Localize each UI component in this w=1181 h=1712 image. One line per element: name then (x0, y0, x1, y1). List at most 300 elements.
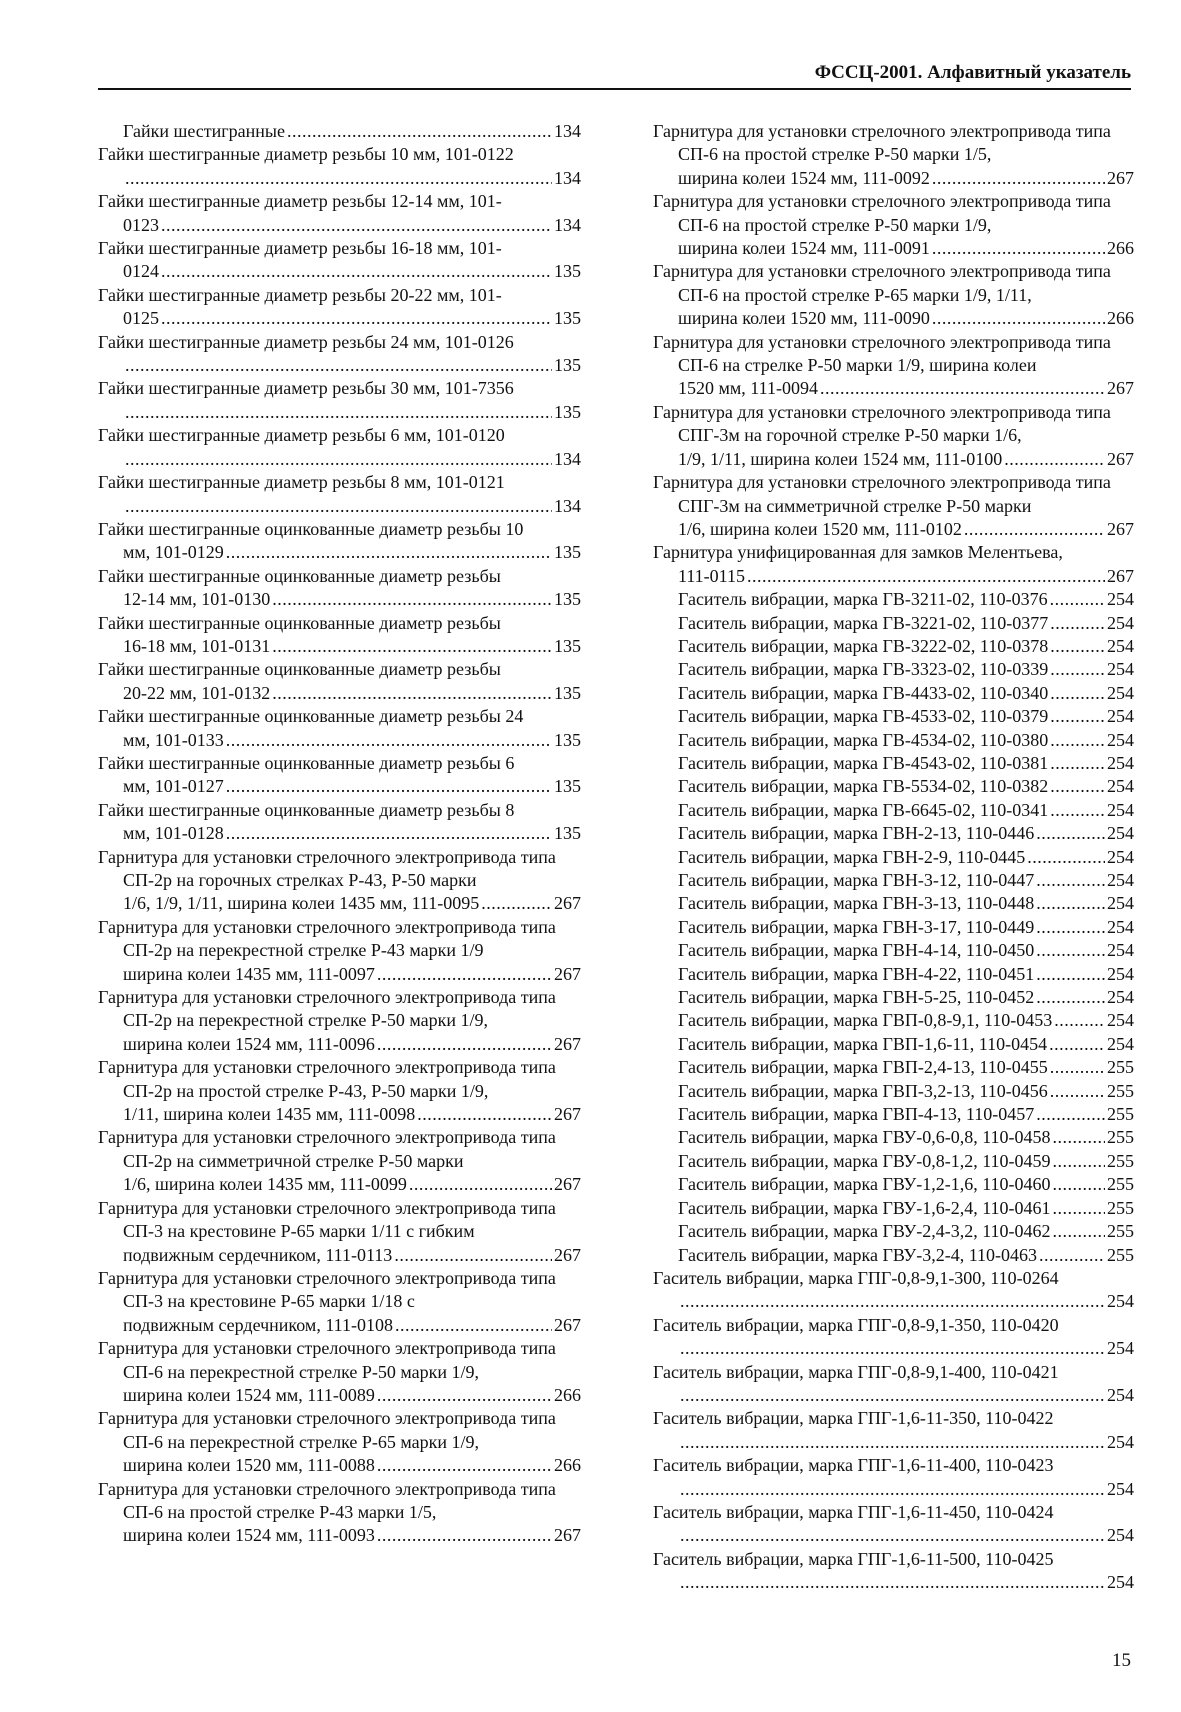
index-entry-text: Гаситель вибрации, марка ГВ-3211-02, 110-0376 (678, 589, 1048, 610)
index-entry-text: Гарнитура для установки стрелочного электропривода типа СП-6 на простой стрелке Р-50 марки 1/5, (653, 121, 1111, 165)
dot-leader (125, 401, 552, 424)
index-entry-text: ширина колеи 1520 мм, 111-0090 (678, 308, 930, 329)
index-entry-leader-line (123, 167, 581, 190)
index-entry-leader-line (123, 541, 581, 564)
index-entry-text: ширина колеи 1524 мм, 111-0093 (123, 1525, 375, 1546)
index-entry-page: 254 (1107, 1572, 1134, 1593)
index-entry-leader-line (123, 1314, 581, 1337)
index-entry-leader-line (123, 1524, 581, 1547)
index-entry-page: 135 (554, 542, 581, 563)
dot-leader (932, 307, 1105, 330)
index-entry (653, 1220, 1134, 1243)
index-entry-leader-line (123, 1173, 581, 1196)
dot-leader (125, 495, 552, 518)
dot-leader (161, 214, 552, 237)
index-entry-leader-line (678, 916, 1134, 939)
index-entry-text: 0124 (123, 261, 159, 282)
dot-leader (820, 377, 1105, 400)
index-entry-leader-line (123, 822, 581, 845)
index-entry-page: 254 (1107, 752, 1134, 773)
dot-leader (932, 167, 1105, 190)
index-entry-page: 254 (1107, 1033, 1134, 1054)
index-entry (653, 1009, 1134, 1032)
index-entry-text: ширина колеи 1435 мм, 111-0097 (123, 963, 375, 984)
index-entry-leader-line (678, 612, 1134, 635)
index-entry (98, 916, 581, 986)
index-entry-leader-line (678, 1337, 1134, 1360)
index-entry (653, 331, 1134, 401)
index-entry-leader-line (678, 635, 1134, 658)
index-entry (653, 799, 1134, 822)
index-entry-text: мм, 101-0128 (123, 823, 224, 844)
index-entry-text: Гайки шестигранные оцинкованные диаметр резьбы 10 (98, 518, 524, 539)
index-entry (653, 1056, 1134, 1079)
dot-leader (161, 307, 552, 330)
index-entry-leader-line (678, 377, 1134, 400)
index-entry-leader-line (678, 963, 1134, 986)
index-entry-text: 12-14 мм, 101-0130 (123, 589, 271, 610)
index-entry-text: Гаситель вибрации, марка ГВН-3-12, 110-0447 (678, 870, 1035, 890)
index-entry-page: 254 (1107, 987, 1134, 1008)
index-entry-leader-line (678, 565, 1134, 588)
dot-leader (1053, 1220, 1105, 1243)
index-entry-leader-line (678, 752, 1134, 775)
index-entry-text: Гарнитура для установки стрелочного электропривода типа СП-2р на симметричной стрелке Р-50 марки (98, 1127, 556, 1171)
index-entry (653, 190, 1134, 260)
index-entry-leader-line (123, 963, 581, 986)
dot-leader (1053, 1126, 1105, 1149)
index-entry-page: 254 (1107, 940, 1134, 961)
index-entry-text: Гайки шестигранные диаметр резьбы 10 мм, 101-0122 (98, 144, 514, 165)
index-entry-text: 1/6, 1/9, 1/11, ширина колеи 1435 мм, 111-0095 (123, 893, 480, 914)
dot-leader (680, 1431, 1105, 1454)
index-entry-text: Гаситель вибрации, марка ГВП-3,2-13, 110-0456 (678, 1080, 1048, 1101)
index-entry-text: Гаситель вибрации, марка ГПГ-0,8-9,1-400, 110-0421 (653, 1361, 1059, 1382)
index-entry (98, 1407, 581, 1477)
dot-leader (680, 1290, 1105, 1313)
index-entry-text: 1520 мм, 111-0094 (678, 378, 818, 399)
index-entry-text: Гаситель вибрации, марка ГВП-4-13, 110-0457 (678, 1104, 1035, 1125)
index-entry (98, 752, 581, 799)
index-entry-text: Гаситель вибрации, марка ГВП-0,8-9,1, 110-0453 (678, 1010, 1053, 1031)
dot-leader (932, 237, 1105, 260)
dot-leader (1050, 752, 1105, 775)
index-entry-page: 135 (554, 823, 581, 844)
index-entry-leader-line (123, 214, 581, 237)
index-entry-text: 1/6, ширина колеи 1435 мм, 111-0099 (123, 1174, 407, 1195)
index-entry-text: Гаситель вибрации, марка ГПГ-1,6-11-400, 110-0423 (653, 1455, 1054, 1476)
index-entry-leader-line (678, 1384, 1134, 1407)
index-entry-page: 135 (554, 589, 581, 610)
index-entry-text: Гайки шестигранные диаметр резьбы 16-18 мм, 101- (98, 238, 502, 259)
index-entry-page: 255 (1107, 1197, 1134, 1218)
index-entry-page: 134 (554, 214, 581, 235)
index-entry (653, 120, 1134, 190)
index-entry-page: 254 (1107, 612, 1134, 633)
index-entry-page: 255 (1107, 1127, 1134, 1148)
index-entry-text: Гарнитура для установки стрелочного электропривода типа СП-3 на крестовине Р-65 марки 1/18 с (98, 1267, 556, 1312)
index-entry-leader-line (678, 986, 1134, 1009)
page-number: 15 (1112, 1650, 1131, 1671)
index-entry-text: Гаситель вибрации, марка ГВ-3221-02, 110-0377 (678, 612, 1049, 633)
index-entry (653, 612, 1134, 635)
index-entry-page: 255 (1107, 1174, 1134, 1195)
index-entry-text: Гаситель вибрации, марка ГВП-2,4-13, 110-0455 (678, 1057, 1048, 1078)
index-entry (98, 565, 581, 612)
index-entry (98, 284, 581, 331)
index-entry (653, 541, 1134, 588)
dot-leader (1050, 1080, 1105, 1103)
index-entry-page: 254 (1107, 589, 1134, 610)
index-entry (653, 635, 1134, 658)
index-entry-text: Гайки шестигранные оцинкованные диаметр резьбы (98, 565, 501, 586)
dot-leader (1053, 1173, 1105, 1196)
index-entry (98, 518, 581, 565)
index-entry-text: Гайки шестигранные диаметр резьбы 30 мм, 101-7356 (98, 378, 514, 399)
index-entry-text: Гаситель вибрации, марка ГВН-4-14, 110-0450 (678, 940, 1035, 961)
index-entry (653, 1501, 1134, 1548)
index-entry-page: 135 (554, 682, 581, 703)
index-entry-text: Гарнитура для установки стрелочного электропривода типа СП-6 на простой стрелке Р-50 марки 1/9, (653, 191, 1111, 235)
index-entry-text: подвижным сердечником, 111-0108 (123, 1314, 393, 1335)
index-entry-text: Гаситель вибрации, марка ГВ-4543-02, 110-0381 (678, 752, 1049, 773)
index-entry-text: мм, 101-0127 (123, 776, 224, 797)
index-entry-leader-line (678, 1290, 1134, 1313)
index-entry-leader-line (678, 1080, 1134, 1103)
index-entry-text: Гайки шестигранные оцинкованные диаметр резьбы (98, 659, 501, 680)
dot-leader (680, 1337, 1105, 1360)
index-entry-page: 254 (1107, 799, 1134, 820)
dot-leader (680, 1384, 1105, 1407)
index-entry-page: 254 (1107, 659, 1134, 680)
index-entry-page: 267 (554, 1033, 581, 1054)
index-entry-page: 254 (1107, 1291, 1134, 1312)
index-entry-text: Гайки шестигранные диаметр резьбы 20-22 мм, 101- (98, 284, 502, 305)
index-entry-text: Гайки шестигранные диаметр резьбы 24 мм, 101-0126 (98, 331, 514, 352)
dot-leader (680, 1571, 1105, 1594)
index-entry-leader-line (678, 1103, 1134, 1126)
index-entry-text: Гайки шестигранные оцинкованные диаметр резьбы (98, 612, 501, 633)
index-entry (653, 1314, 1134, 1361)
index-entry-text: Гаситель вибрации, марка ГВУ-0,8-1,2, 110-0459 (678, 1150, 1051, 1171)
index-entry-page: 134 (554, 495, 581, 516)
dot-leader (377, 1454, 552, 1477)
index-entry (98, 377, 581, 424)
index-entry (653, 1126, 1134, 1149)
index-entry-text: ширина колеи 1520 мм, 111-0088 (123, 1455, 375, 1476)
index-entry-text: Гаситель вибрации, марка ГВН-4-22, 110-0451 (678, 963, 1035, 984)
index-entry (653, 846, 1134, 869)
index-entry-text: Гаситель вибрации, марка ГВ-4534-02, 110-0380 (678, 729, 1049, 750)
index-entry-text: Гайки шестигранные (123, 121, 285, 141)
index-entry-leader-line (123, 1103, 581, 1126)
index-entry-page: 254 (1107, 706, 1134, 727)
dot-leader (226, 822, 552, 845)
index-entry (653, 401, 1134, 471)
index-entry-leader-line (123, 892, 581, 915)
index-entry-leader-line (678, 846, 1134, 869)
index-entry (653, 939, 1134, 962)
index-entry-leader-line (123, 729, 581, 752)
index-entry-page: 134 (554, 121, 581, 141)
dot-leader (1036, 986, 1105, 1009)
index-entry (653, 1454, 1134, 1501)
index-entry-page: 254 (1107, 1478, 1134, 1499)
dot-leader (1036, 892, 1105, 915)
dot-leader (1027, 846, 1105, 869)
index-entry-leader-line (678, 682, 1134, 705)
index-entry-text: подвижным сердечником, 111-0113 (123, 1244, 393, 1265)
index-entry (653, 260, 1134, 330)
index-entry (653, 986, 1134, 1009)
index-entry (98, 1126, 581, 1196)
index-entry (98, 471, 581, 518)
dot-leader (680, 1524, 1105, 1547)
dot-leader (1050, 775, 1105, 798)
dot-leader (394, 1244, 552, 1267)
index-entry-leader-line (678, 167, 1134, 190)
index-entry-page: 134 (554, 167, 581, 188)
index-entry-page: 255 (1107, 1080, 1134, 1101)
dot-leader (1036, 916, 1105, 939)
index-entry-text: Гаситель вибрации, марка ГПГ-1,6-11-450, 110-0424 (653, 1501, 1054, 1522)
index-entry (98, 1267, 581, 1337)
dot-leader (1050, 799, 1105, 822)
index-entry-page: 267 (1107, 518, 1134, 539)
index-entry-text: Гаситель вибрации, марка ГВН-2-13, 110-0446 (678, 823, 1035, 844)
dot-leader (272, 588, 552, 611)
dot-leader (125, 448, 552, 471)
dot-leader (1050, 588, 1105, 611)
index-entry-text: Гарнитура для установки стрелочного электропривода типа СП-6 на перекрестной стрелке Р-65 марки 1/9, (98, 1408, 556, 1452)
index-entry-leader-line (678, 705, 1134, 728)
index-column-left (98, 120, 581, 1548)
dot-leader (1053, 1150, 1105, 1173)
index-entry-page: 266 (554, 1384, 581, 1405)
index-entry-page: 135 (554, 355, 581, 376)
index-entry-leader-line (123, 401, 581, 424)
dot-leader (680, 1478, 1105, 1501)
index-entry (653, 729, 1134, 752)
index-entry-page: 255 (1107, 1057, 1134, 1078)
index-entry (98, 331, 581, 378)
dot-leader (1050, 705, 1105, 728)
index-entry (653, 1244, 1134, 1267)
index-entry-leader-line (678, 1150, 1134, 1173)
index-entry-leader-line (678, 1478, 1134, 1501)
index-entry (653, 1267, 1134, 1314)
index-entry-leader-line (123, 635, 581, 658)
index-entry-page: 135 (554, 776, 581, 797)
index-entry-text: Гайки шестигранные оцинкованные диаметр резьбы 8 (98, 799, 515, 820)
index-entry-page: 266 (1107, 308, 1134, 329)
index-entry-leader-line (123, 1244, 581, 1267)
index-entry-text: Гайки шестигранные диаметр резьбы 8 мм, 101-0121 (98, 472, 505, 493)
index-entry-leader-line (123, 307, 581, 330)
index-entry (98, 705, 581, 752)
index-entry-text: 1/6, ширина колеи 1520 мм, 111-0102 (678, 518, 962, 539)
dot-leader (1050, 729, 1105, 752)
dot-leader (1036, 963, 1105, 986)
index-entry-leader-line (678, 939, 1134, 962)
dot-leader (395, 1314, 552, 1337)
index-entry-text: 0125 (123, 308, 159, 329)
index-entry-page: 254 (1107, 1384, 1134, 1405)
index-entry (653, 1103, 1134, 1126)
index-entry (98, 237, 581, 284)
dot-leader (417, 1103, 552, 1126)
index-entry-leader-line (678, 822, 1134, 845)
index-entry-page: 267 (1107, 565, 1134, 586)
index-entry-text: 16-18 мм, 101-0131 (123, 635, 271, 656)
dot-leader (287, 120, 552, 143)
index-entry-page: 254 (1107, 823, 1134, 844)
index-entry-page: 267 (1107, 167, 1134, 188)
index-entry (98, 658, 581, 705)
index-entry-text: Гарнитура для установки стрелочного электропривода типа СПГ-3м на горочной стрелке Р-50 марки 1/6, (653, 401, 1111, 446)
index-entry-page: 266 (1107, 238, 1134, 259)
index-entry-page: 267 (554, 963, 581, 984)
index-entry-text: Гаситель вибрации, марка ГВ-3323-02, 110-0339 (678, 659, 1049, 680)
index-entry-page: 135 (554, 261, 581, 282)
index-entry-page: 255 (1107, 1104, 1134, 1125)
dot-leader (1036, 939, 1105, 962)
dot-leader (747, 565, 1105, 588)
index-entry-page: 254 (1107, 893, 1134, 914)
index-entry (98, 612, 581, 659)
index-entry (653, 916, 1134, 939)
index-entry-leader-line (123, 1384, 581, 1407)
dot-leader (226, 729, 552, 752)
index-entry-page: 267 (1107, 378, 1134, 399)
dot-leader (377, 963, 552, 986)
index-entry-text: 111-0115 (678, 565, 745, 586)
dot-leader (1036, 1103, 1105, 1126)
index-entry-text: Гаситель вибрации, марка ГВ-6645-02, 110-0341 (678, 799, 1049, 820)
dot-leader (125, 354, 552, 377)
dot-leader (1050, 612, 1105, 635)
index-entry-text: Гаситель вибрации, марка ГПГ-1,6-11-350, 110-0422 (653, 1408, 1054, 1429)
index-entry-text: Гаситель вибрации, марка ГВ-4533-02, 110-0379 (678, 706, 1049, 727)
index-entry (653, 471, 1134, 541)
index-entry-text: Гарнитура для установки стрелочного электропривода типа СП-6 на простой стрелке Р-43 марки 1/5, (98, 1478, 556, 1522)
index-entry-text: Гаситель вибрации, марка ГВУ-1,6-2,4, 110-0461 (678, 1197, 1051, 1218)
index-entry-text: Гаситель вибрации, марка ГВ-4433-02, 110-0340 (678, 682, 1049, 703)
index-entry (98, 846, 581, 916)
index-entry-text: Гаситель вибрации, марка ГВ-3222-02, 110-0378 (678, 635, 1049, 656)
index-entry-leader-line (678, 1056, 1134, 1079)
index-entry-text: Гарнитура для установки стрелочного электропривода типа СП-2р на простой стрелке Р-43, Р-50 марки 1/9, (98, 1057, 556, 1101)
index-entry-page: 254 (1107, 846, 1134, 867)
index-entry (653, 1197, 1134, 1220)
index-entry-page: 267 (554, 1244, 581, 1265)
index-entry (653, 869, 1134, 892)
index-entry-leader-line (678, 799, 1134, 822)
index-entry (98, 190, 581, 237)
dot-leader (272, 682, 552, 705)
index-entry (653, 1173, 1134, 1196)
dot-leader (161, 260, 552, 283)
dot-leader (1050, 682, 1105, 705)
index-entry-leader-line (678, 1033, 1134, 1056)
index-entry (653, 752, 1134, 775)
index-entry-leader-line (678, 775, 1134, 798)
index-entry-leader-line (123, 354, 581, 377)
index-entry-text: Гаситель вибрации, марка ГВН-2-9, 110-0445 (678, 846, 1026, 867)
index-entry-text: Гарнитура унифицированная для замков Мелентьева, (653, 542, 1063, 563)
index-entry (653, 658, 1134, 681)
index-entry (653, 1407, 1134, 1454)
header-rule (98, 88, 1131, 90)
index-entry-text: Гаситель вибрации, марка ГПГ-1,6-11-500, 110-0425 (653, 1548, 1054, 1569)
index-entry (653, 1361, 1134, 1408)
index-entry-text: Гарнитура для установки стрелочного электропривода типа СП-2р на горочных стрелках Р-43, Р-50 марки (98, 846, 556, 890)
index-entry-text: Гаситель вибрации, марка ГВ-5534-02, 110-0382 (678, 776, 1049, 797)
index-entry-page: 267 (554, 893, 581, 914)
index-entry-page: 267 (554, 1314, 581, 1335)
index-entry-leader-line (678, 307, 1134, 330)
index-entry (653, 822, 1134, 845)
index-entry-page: 267 (1107, 448, 1134, 469)
index-entry-text: мм, 101-0133 (123, 729, 224, 750)
index-entry-text: 1/11, ширина колеи 1435 мм, 111-0098 (123, 1104, 416, 1125)
index-entry (653, 682, 1134, 705)
index-entry-page: 254 (1107, 776, 1134, 797)
index-entry-text: ширина колеи 1524 мм, 111-0091 (678, 238, 930, 259)
index-entry-text: 20-22 мм, 101-0132 (123, 682, 271, 703)
index-entry-leader-line (123, 588, 581, 611)
index-entry-text: мм, 101-0129 (123, 542, 224, 563)
index-entry-text: Гаситель вибрации, марка ГВН-5-25, 110-0452 (678, 987, 1035, 1008)
index-entry (98, 120, 581, 143)
index-entry-page: 134 (554, 448, 581, 469)
index-entry-leader-line (678, 518, 1134, 541)
index-entry-page: 254 (1107, 729, 1134, 750)
index-entry-text: 0123 (123, 214, 159, 235)
index-entry (98, 1056, 581, 1126)
dot-leader (1036, 869, 1105, 892)
index-entry-page: 254 (1107, 682, 1134, 703)
index-entry-leader-line (123, 495, 581, 518)
index-entry-page: 255 (1107, 1244, 1134, 1265)
index-entry-leader-line (123, 120, 581, 143)
dot-leader (1049, 1033, 1105, 1056)
running-header: ФССЦ-2001. Алфавитный указатель (814, 62, 1131, 83)
index-entry-leader-line (123, 1454, 581, 1477)
dot-leader (377, 1384, 552, 1407)
dot-leader (226, 541, 552, 564)
index-entry-page: 254 (1107, 1338, 1134, 1359)
index-entry-text: Гайки шестигранные диаметр резьбы 12-14 мм, 101- (98, 191, 502, 212)
index-entry-text: Гарнитура для установки стрелочного электропривода типа СП-2р на перекрестной стрелке Р-43 марки 1/9 (98, 916, 556, 961)
index-entry-text: Гаситель вибрации, марка ГВП-1,6-11, 110-0454 (678, 1033, 1048, 1054)
index-entry-leader-line (678, 1244, 1134, 1267)
index-entry-leader-line (123, 1033, 581, 1056)
dot-leader (481, 892, 552, 915)
index-entry (98, 1337, 581, 1407)
index-entry-leader-line (678, 1009, 1134, 1032)
index-entry-text: Гаситель вибрации, марка ГВУ-0,6-0,8, 110-0458 (678, 1127, 1051, 1148)
index-entry-text: ширина колеи 1524 мм, 111-0092 (678, 167, 930, 188)
index-entry-page: 267 (554, 1174, 581, 1195)
dot-leader (1054, 1009, 1105, 1032)
index-entry-page: 255 (1107, 1150, 1134, 1171)
dot-leader (1050, 1056, 1105, 1079)
index-entry-text: Гаситель вибрации, марка ГВН-3-13, 110-0448 (678, 893, 1035, 914)
dot-leader (1039, 1244, 1105, 1267)
index-entry-text: Гаситель вибрации, марка ГПГ-0,8-9,1-350, 110-0420 (653, 1314, 1059, 1335)
index-entry (653, 963, 1134, 986)
